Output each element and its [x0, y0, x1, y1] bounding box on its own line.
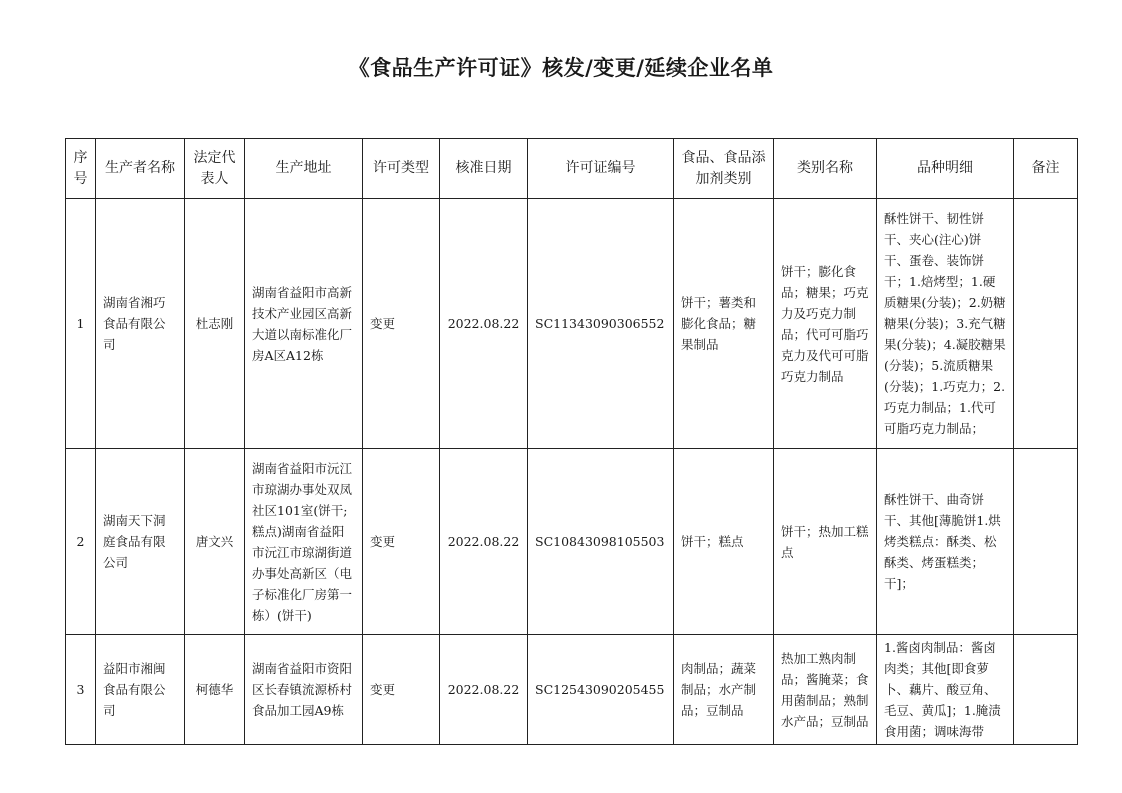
cell-approval-date: 2022.08.22	[440, 199, 528, 449]
cell-approval-date: 2022.08.22	[440, 449, 528, 635]
cell-remarks	[1014, 449, 1078, 635]
cell-remarks	[1014, 635, 1078, 745]
cell-license-type: 变更	[363, 199, 440, 449]
cell-license-no: SC10843098105503	[528, 449, 674, 635]
cell-variety-detail: 1.酱卤肉制品：酱卤肉类；其他[即食萝卜、藕片、酸豆角、毛豆、黄瓜]；1.腌渍食用菌；调味海带	[877, 635, 1014, 745]
header-license-no: 许可证编号	[528, 139, 674, 199]
cell-legal-rep: 杜志刚	[185, 199, 245, 449]
header-remarks: 备注	[1014, 139, 1078, 199]
cell-food-category: 饼干；糕点	[674, 449, 774, 635]
cell-license-type: 变更	[363, 449, 440, 635]
header-food-category: 食品、食品添加剂类别	[674, 139, 774, 199]
cell-license-no: SC12543090205455	[528, 635, 674, 745]
cell-variety-detail: 酥性饼干、韧性饼干、夹心(注心)饼干、蛋卷、装饰饼干；1.焙烤型；1.硬质糖果(分装)；2.奶糖糖果(分装)；3.充气糖果(分装)；4.凝胶糖果(分装)；5.流质糖果(分装)；1.巧克力；2.巧克力制品；1.代可可脂巧克力制品；	[877, 199, 1014, 449]
cell-license-no: SC11343090306552	[528, 199, 674, 449]
header-seq: 序号	[66, 139, 96, 199]
cell-approval-date: 2022.08.22	[440, 635, 528, 745]
cell-seq: 2	[66, 449, 96, 635]
enterprise-list-table	[65, 138, 1078, 745]
header-producer: 生产者名称	[96, 139, 185, 199]
cell-producer: 湖南天下洞庭食品有限公司	[96, 449, 185, 635]
header-legal-rep: 法定代表人	[185, 139, 245, 199]
cell-category-name: 饼干；膨化食品；糖果；巧克力及巧克力制品；代可可脂巧克力及代可可脂巧克力制品	[774, 199, 877, 449]
header-row	[66, 139, 1078, 199]
cell-food-category: 饼干；薯类和膨化食品；糖果制品	[674, 199, 774, 449]
table-row	[66, 635, 1078, 745]
table-row	[66, 449, 1078, 635]
cell-producer: 湖南省湘巧食品有限公司	[96, 199, 185, 449]
header-variety-detail: 品种明细	[877, 139, 1014, 199]
cell-producer: 益阳市湘闽食品有限公司	[96, 635, 185, 745]
cell-address: 湖南省益阳市资阳区长春镇流源桥村食品加工园A9栋	[245, 635, 363, 745]
cell-legal-rep: 唐文兴	[185, 449, 245, 635]
header-approval-date: 核准日期	[440, 139, 528, 199]
cell-address: 湖南省益阳市沅江市琼湖办事处双凤社区101室(饼干;糕点)湖南省益阳市沅江市琼湖街道办事处高新区（电子标准化厂房第一栋）(饼干)	[245, 449, 363, 635]
cell-food-category: 肉制品；蔬菜制品；水产制品；豆制品	[674, 635, 774, 745]
header-license-type: 许可类型	[363, 139, 440, 199]
cell-category-name: 热加工熟肉制品；酱腌菜；食用菌制品；熟制水产品；豆制品	[774, 635, 877, 745]
cell-seq: 3	[66, 635, 96, 745]
cell-address: 湖南省益阳市高新技术产业园区高新大道以南标准化厂房A区A12栋	[245, 199, 363, 449]
header-address: 生产地址	[245, 139, 363, 199]
page-title: 《食品生产许可证》核发/变更/延续企业名单	[348, 56, 774, 80]
cell-license-type: 变更	[363, 635, 440, 745]
cell-legal-rep: 柯德华	[185, 635, 245, 745]
table-row	[66, 199, 1078, 449]
cell-remarks	[1014, 199, 1078, 449]
header-category-name: 类别名称	[774, 139, 877, 199]
cell-variety-detail: 酥性饼干、曲奇饼干、其他[薄脆饼1.烘烤类糕点：酥类、松酥类、烤蛋糕类；干]；	[877, 449, 1014, 635]
cell-category-name: 饼干；热加工糕点	[774, 449, 877, 635]
cell-seq: 1	[66, 199, 96, 449]
